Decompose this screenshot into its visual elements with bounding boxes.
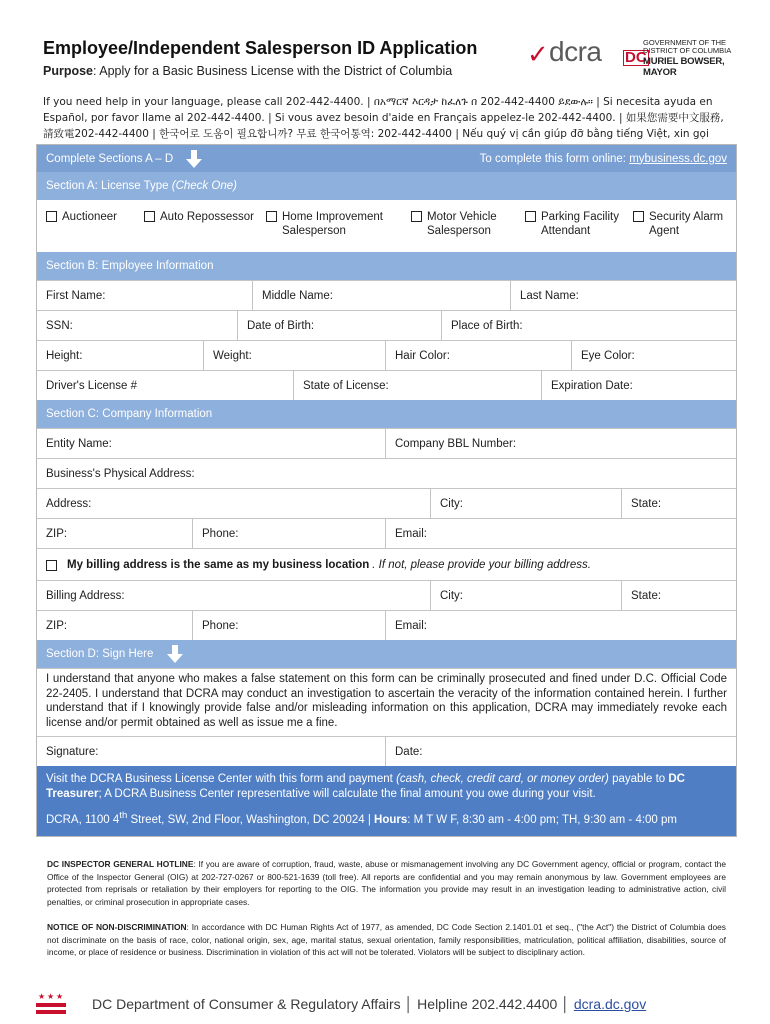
inspector-general-notice: DC INSPECTOR GENERAL HOTLINE: If you are aware of corruption, fraud, waste, abuse or mismanagement involving any DC Government agency, official or program, contact the Office of the Inspector General (OIG) at 202-727-0267 or 800-521-1639 (toll free). All reports are confidential and you may remain anonymous by law. Government employees are protected from reprisals or retaliation by their employers for reporting to the OIG. The information you provide may result in an investigation leading to administrative action, civil penalties, or criminal prosecution in appropriate cases. bbox=[47, 859, 726, 907]
billing-same-option[interactable]: My billing address is the same as my business location . If not, please provide your billing address. bbox=[37, 548, 736, 580]
dc-mark: DC bbox=[625, 49, 647, 66]
checkbox-icon[interactable] bbox=[633, 211, 644, 222]
arrow-down-icon bbox=[165, 644, 185, 664]
certification-statement: I understand that anyone who makes a false statement on this form can be criminally prosecuted and fined under D.C. Official Code 22-2405. I understand that DCRA may conduct an investigation to ascertain the veracity of the information contained herein. I further understand that if I knowingly provide false and/or misleading information on this application, DCRA may immediately revoke each license and/or permit obtained as well as issue me a fine. bbox=[37, 668, 736, 736]
zip-field[interactable]: ZIP: bbox=[46, 527, 68, 540]
state-field[interactable]: State: bbox=[621, 489, 736, 518]
weight-field[interactable]: Weight: bbox=[203, 341, 385, 370]
billing-email-field[interactable]: Email: bbox=[385, 611, 736, 640]
section-a-hint: (Check One) bbox=[171, 180, 237, 192]
pob-field[interactable]: Place of Birth: bbox=[441, 311, 736, 340]
page-footer bbox=[92, 996, 646, 1012]
entity-row bbox=[37, 428, 736, 458]
section-b-title: Employee Information bbox=[98, 260, 214, 272]
checkbox-icon[interactable] bbox=[525, 211, 536, 222]
ssn-field[interactable]: SSN: bbox=[46, 319, 73, 332]
arrow-down-icon bbox=[184, 149, 204, 169]
checkbox-icon[interactable] bbox=[266, 211, 277, 222]
contact-row bbox=[37, 518, 736, 548]
date-field[interactable]: Date: bbox=[385, 737, 736, 766]
height-field[interactable]: Height: bbox=[46, 349, 83, 362]
dcra-website-link[interactable]: dcra.dc.gov bbox=[573, 996, 647, 1012]
billing-zip-field[interactable]: ZIP: bbox=[46, 619, 68, 632]
middle-name-field[interactable]: Middle Name: bbox=[252, 281, 510, 310]
first-name-field[interactable]: First Name: bbox=[46, 289, 106, 302]
email-field[interactable]: Email: bbox=[385, 519, 736, 548]
ssn-row bbox=[37, 310, 736, 340]
license-type-security-alarm[interactable]: Security Alarm Agent bbox=[633, 210, 723, 238]
entity-name-field[interactable]: Entity Name: bbox=[46, 437, 112, 450]
license-type-options bbox=[37, 200, 736, 252]
address-field[interactable]: Address: bbox=[46, 497, 92, 510]
physical-row bbox=[37, 340, 736, 370]
name-row bbox=[37, 280, 736, 310]
physical-address-label: Business's Physical Address: bbox=[46, 467, 195, 480]
non-discrimination-notice: NOTICE OF NON-DISCRIMINATION: In accordance with DC Human Rights Act of 1977, as amended, DC Code Section 2.1401.01 et seq., ("the Act") the District of Columbia does not discriminate on the basis of race, color, national origin, sex, age, marital status, sexual orientation, family responsibilities, matriculation, political affiliation, disabilities, source of income, or place of residence or business. Discrimination in violation of this act will not be tolerated. Violators will be subject to disciplinary action. bbox=[47, 922, 726, 957]
complete-sections-label: Complete Sections A – D bbox=[46, 149, 204, 169]
gov-text bbox=[643, 39, 731, 54]
mayor-name: MURIEL BOWSER, MAYOR bbox=[643, 56, 725, 78]
billing-address-row bbox=[37, 580, 736, 610]
section-d-label: Section D: bbox=[46, 648, 100, 661]
phone-field[interactable]: Phone: bbox=[192, 519, 385, 548]
checkbox-icon[interactable] bbox=[144, 211, 155, 222]
drivers-license-field[interactable]: Driver's License # bbox=[46, 379, 138, 392]
license-row bbox=[37, 370, 736, 400]
visit-instructions: Visit the DCRA Business License Center with this form and payment (cash, check, credit card, or money order) payable to DC Treasurer; A DCRA Business Center representative will calculate the final amount you owe during your visit. bbox=[46, 773, 685, 800]
eye-color-field[interactable]: Eye Color: bbox=[571, 341, 736, 370]
checkbox-icon[interactable] bbox=[411, 211, 422, 222]
license-type-motor-vehicle[interactable]: Motor Vehicle Salesperson bbox=[411, 210, 497, 238]
city-field[interactable]: City: bbox=[430, 489, 621, 518]
gov-line-2: DISTRICT OF COLUMBIA bbox=[643, 45, 732, 55]
state-of-license-field[interactable]: State of License: bbox=[293, 371, 541, 400]
billing-address-field[interactable]: Billing Address: bbox=[46, 589, 125, 602]
signature-field[interactable]: Signature: bbox=[46, 745, 99, 758]
online-form-note: To complete this form online: mybusiness.dc.gov bbox=[479, 152, 727, 165]
section-a-label: Section A: bbox=[46, 180, 98, 192]
purpose-line bbox=[43, 64, 452, 78]
section-d-title: Sign Here bbox=[99, 648, 154, 661]
last-name-field[interactable]: Last Name: bbox=[510, 281, 736, 310]
dc-flag-icon: ★ ★ ★ bbox=[36, 992, 66, 1014]
license-type-auto-repossessor[interactable]: Auto Repossessor bbox=[144, 210, 254, 224]
checkmark-icon: ✓ bbox=[527, 40, 549, 70]
purpose-label: Purpose bbox=[43, 64, 94, 78]
office-address-hours: DCRA, 1100 4th Street, SW, 2nd Floor, Washington, DC 20024 | Hours: M T W F, 8:30 am - 4:00 pm; TH, 9:30 am - 4:00 pm bbox=[46, 810, 677, 826]
section-b-label: Section B: bbox=[46, 260, 99, 272]
language-help: If you need help in your language, please call 202-442-4400. | በአማርኛ እርዳታ ከፈለጉ በ 202-442-4400 ይደውሉ። | Si necesita ayuda en Español, por favor llame al 202-442-4400. | Si vous avez besoin d'aide en Français appelez-le 202-442-4400. | 如果您需要中文服務, 請致電202-442-4400 | 한국어로 도움이 필요합니까? 무료 한국어통역: 202-442-4400 | Nếu quý vị cần giúp đỡ bằng tiếng Việt, xin gọi bbox=[43, 96, 724, 140]
checkbox-icon[interactable] bbox=[46, 211, 57, 222]
section-c-title: Company Information bbox=[99, 408, 213, 420]
dob-field[interactable]: Date of Birth: bbox=[237, 311, 441, 340]
section-c-header bbox=[37, 400, 736, 428]
dcra-logo bbox=[527, 36, 737, 78]
license-type-parking[interactable]: Parking Facility Attendant bbox=[525, 210, 619, 238]
signature-row bbox=[37, 736, 736, 766]
license-type-home-improvement[interactable]: Home Improvement Salesperson bbox=[266, 210, 383, 238]
dcra-wordmark: dcra bbox=[549, 36, 602, 67]
hair-color-field[interactable]: Hair Color: bbox=[385, 341, 571, 370]
instructions-bar bbox=[37, 145, 736, 172]
mybusiness-link[interactable]: mybusiness.dc.gov bbox=[629, 152, 727, 165]
gov-line-1: GOVERNMENT OF THE bbox=[643, 38, 727, 47]
license-type-auctioneer[interactable]: Auctioneer bbox=[46, 210, 117, 224]
expiration-date-field[interactable]: Expiration Date: bbox=[541, 371, 736, 400]
address-row bbox=[37, 488, 736, 518]
section-a-title: License Type bbox=[97, 180, 172, 192]
purpose-text: : Apply for a Basic Business License with the District of Columbia bbox=[93, 64, 453, 78]
physical-address-row bbox=[37, 458, 736, 488]
billing-state-field[interactable]: State: bbox=[621, 581, 736, 610]
footer-agency-text: DC Department of Consumer & Regulatory Affairs │ Helpline 202.442.4400 │ bbox=[92, 996, 570, 1012]
section-a-header bbox=[37, 172, 736, 200]
section-c-label: Section C: bbox=[46, 408, 100, 420]
section-d-header bbox=[37, 640, 736, 668]
application-form bbox=[36, 144, 737, 837]
billing-phone-field[interactable]: Phone: bbox=[192, 611, 385, 640]
checkbox-icon[interactable] bbox=[46, 560, 57, 571]
billing-city-field[interactable]: City: bbox=[430, 581, 621, 610]
visit-info bbox=[37, 766, 736, 836]
page-title: Employee/Independent Salesperson ID Application bbox=[43, 38, 478, 58]
section-b-header bbox=[37, 252, 736, 280]
billing-contact-row bbox=[37, 610, 736, 640]
bbl-number-field[interactable]: Company BBL Number: bbox=[385, 429, 736, 458]
